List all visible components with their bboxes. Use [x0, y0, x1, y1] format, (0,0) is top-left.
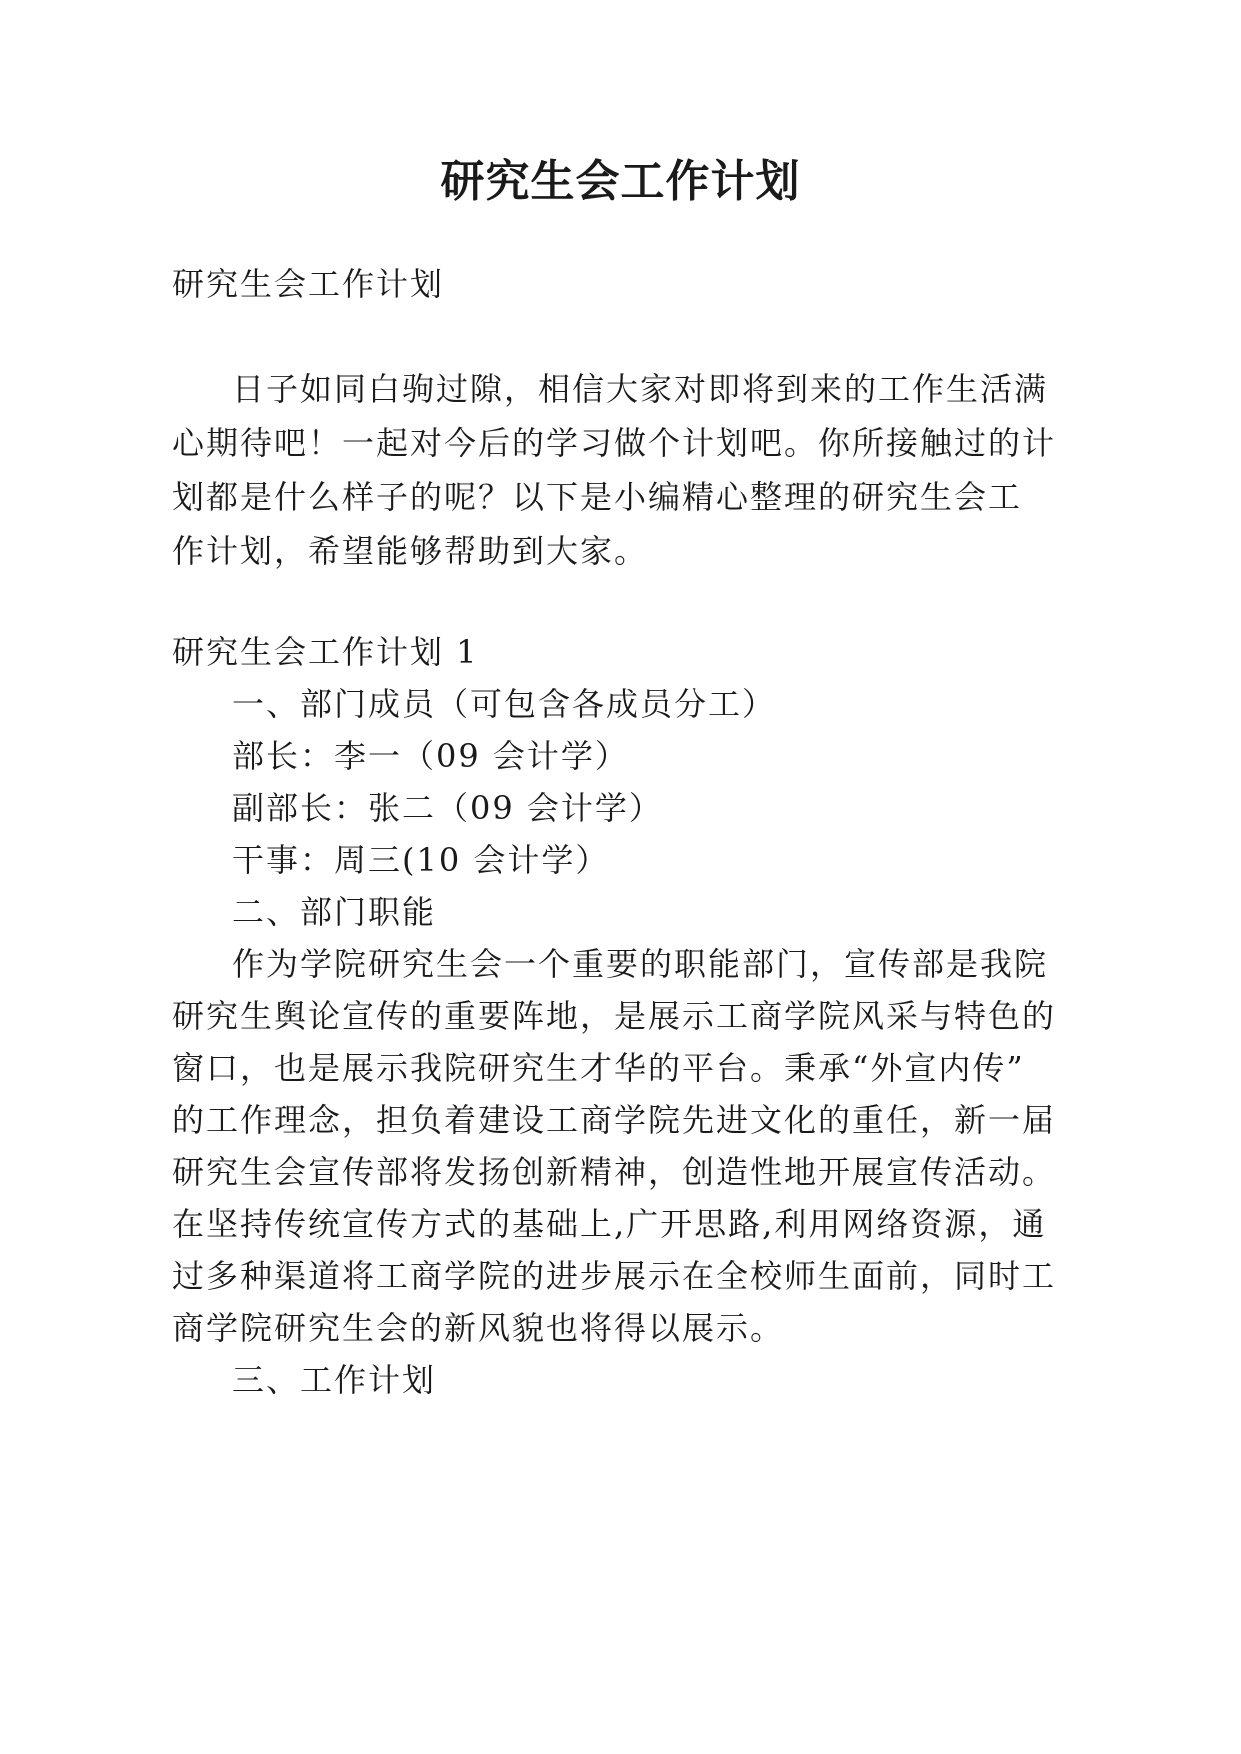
member-line-1: 部长：李一（09 会计学） — [232, 737, 629, 775]
section2-line-8: 商学院研究生会的新风貌也将得以展示。 — [172, 1309, 785, 1347]
section2-line-4: 的工作理念，担负着建设工商学院先进文化的重任，新一届 — [172, 1101, 1057, 1139]
intro-line-4: 作计划，希望能够帮助到大家。 — [172, 532, 649, 570]
document-subtitle: 研究生会工作计划 — [172, 265, 445, 303]
section2-line-2: 研究生舆论宣传的重要阵地，是展示工商学院风采与特色的 — [172, 997, 1057, 1035]
section2-line-6: 在坚持传统宣传方式的基础上,广开思路,利用网络资源，通 — [172, 1205, 1047, 1243]
plan1-heading: 研究生会工作计划 1 — [172, 633, 479, 671]
section1-heading: 一、部门成员（可包含各成员分工） — [232, 685, 777, 723]
section2-line-5: 研究生会宣传部将发扬创新精神，创造性地开展宣传活动。 — [172, 1153, 1057, 1191]
intro-line-2: 心期待吧！一起对今后的学习做个计划吧。你所接触过的计 — [172, 424, 1057, 462]
intro-line-1: 日子如同白驹过隙，相信大家对即将到来的工作生活满 — [232, 370, 1049, 408]
member-line-3: 干事：周三(10 会计学） — [232, 841, 610, 879]
section2-heading: 二、部门职能 — [232, 893, 437, 931]
section3-heading: 三、工作计划 — [232, 1361, 437, 1399]
intro-line-3: 划都是什么样子的呢？以下是小编精心整理的研究生会工 — [172, 478, 1023, 516]
section2-line-3: 窗口，也是展示我院研究生才华的平台。秉承“外宣内传” — [172, 1049, 1025, 1087]
section2-line-7: 过多种渠道将工商学院的进步展示在全校师生面前，同时工 — [172, 1257, 1057, 1295]
document-title: 研究生会工作计划 — [440, 156, 801, 207]
member-line-2: 副部长：张二（09 会计学） — [232, 789, 663, 827]
section2-line-1: 作为学院研究生会一个重要的职能部门，宣传部是我院 — [232, 945, 1049, 983]
